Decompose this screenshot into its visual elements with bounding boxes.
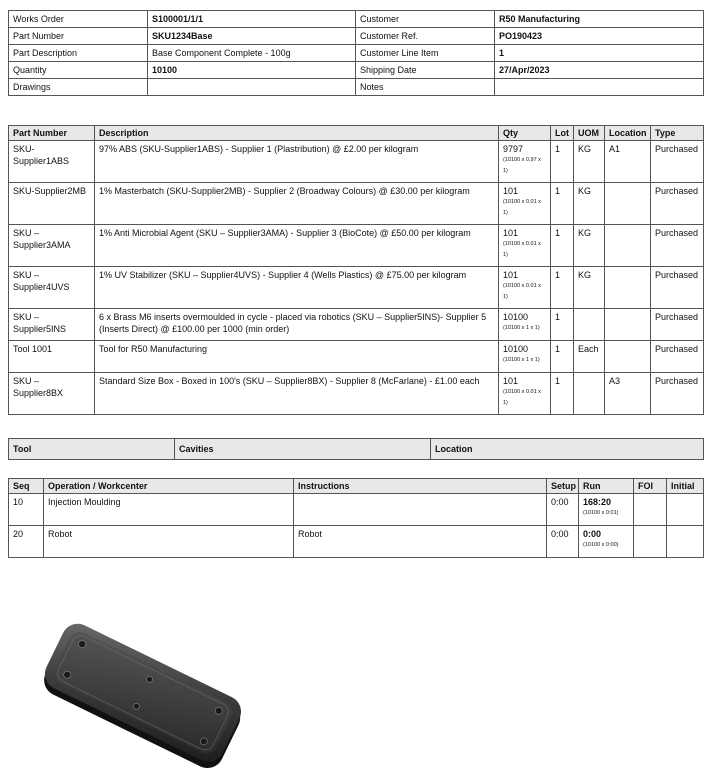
lot-cell: 1 <box>551 183 574 225</box>
location-cell <box>605 309 651 341</box>
initial-cell <box>667 494 704 526</box>
col-run: Run <box>579 479 634 494</box>
description-cell: 1% Anti Microbial Agent (SKU – Supplier3AMA) - Supplier 3 (BioCote) @ £50.00 per kilogram <box>95 225 499 267</box>
table-row <box>9 225 704 267</box>
lot-cell: 1 <box>551 141 574 183</box>
col-lot: Lot <box>551 126 574 141</box>
qty-cell <box>499 267 551 309</box>
qty-calc: (10100 x 0.01 x 1) <box>503 389 541 406</box>
part-number-cell: SKU – Supplier8BX <box>9 373 95 415</box>
location-cell <box>605 225 651 267</box>
qty-cell <box>499 141 551 183</box>
parts-table <box>8 125 704 415</box>
type-cell: Purchased <box>651 341 704 373</box>
col-setup: Setup <box>547 479 579 494</box>
customer-label: Customer <box>356 11 495 28</box>
col-location: Location <box>605 126 651 141</box>
table-row <box>9 309 704 341</box>
instructions-cell: Robot <box>294 526 547 558</box>
type-cell: Purchased <box>651 373 704 415</box>
qty-value: 10100 <box>503 344 529 354</box>
customer-line-item-label: Customer Line Item <box>356 45 495 62</box>
qty-value: 9797 <box>503 144 524 154</box>
qty-cell <box>499 225 551 267</box>
header-table <box>8 10 704 96</box>
notes-value <box>495 79 704 96</box>
seq-cell: 20 <box>9 526 44 558</box>
col-tool-location: Location <box>431 439 704 460</box>
foi-cell <box>634 494 667 526</box>
uom-cell <box>574 373 605 415</box>
table-row <box>9 267 704 309</box>
quantity-value: 10100 <box>148 62 356 79</box>
part-description-value: Base Component Complete - 100g <box>148 45 356 62</box>
lot-cell: 1 <box>551 267 574 309</box>
description-cell: Standard Size Box - Boxed in 100's (SKU – Supplier8BX) - Supplier 8 (McFarlane) - £1.00 each <box>95 373 499 415</box>
customer-ref-label: Customer Ref. <box>356 28 495 45</box>
col-tool: Tool <box>9 439 175 460</box>
col-operation: Operation / Workcenter <box>44 479 294 494</box>
col-part-number: Part Number <box>9 126 95 141</box>
uom-cell: KG <box>574 267 605 309</box>
description-cell: 1% UV Stabilizer (SKU – Supplier4UVS) - Supplier 4 (Wells Plastics) @ £75.00 per kilogram <box>95 267 499 309</box>
col-uom: UOM <box>574 126 605 141</box>
location-cell <box>605 183 651 225</box>
part-number-cell: SKU-Supplier1ABS <box>9 141 95 183</box>
run-cell <box>579 494 634 526</box>
tool-table <box>8 438 704 460</box>
type-cell: Purchased <box>651 225 704 267</box>
uom-cell: KG <box>574 141 605 183</box>
seq-cell: 10 <box>9 494 44 526</box>
table-row <box>9 341 704 373</box>
type-cell: Purchased <box>651 267 704 309</box>
operations-header-row <box>9 479 704 494</box>
drawings-value <box>148 79 356 96</box>
qty-cell <box>499 183 551 225</box>
qty-cell <box>499 309 551 341</box>
uom-cell: KG <box>574 183 605 225</box>
type-cell: Purchased <box>651 309 704 341</box>
tool-header-row <box>9 439 704 460</box>
uom-cell: Each <box>574 341 605 373</box>
uom-cell: KG <box>574 225 605 267</box>
location-cell: A3 <box>605 373 651 415</box>
location-cell <box>605 267 651 309</box>
lot-cell: 1 <box>551 309 574 341</box>
product-image <box>38 620 253 780</box>
type-cell: Purchased <box>651 183 704 225</box>
foi-cell <box>634 526 667 558</box>
qty-calc: (10100 x 0.01 x 1) <box>503 241 541 258</box>
part-description-label: Part Description <box>9 45 148 62</box>
uom-cell <box>574 309 605 341</box>
col-description: Description <box>95 126 499 141</box>
parts-header-row <box>9 126 704 141</box>
qty-cell <box>499 341 551 373</box>
qty-value: 10100 <box>503 312 529 322</box>
qty-calc: (10100 x 0.01 x 1) <box>503 283 541 300</box>
type-cell: Purchased <box>651 141 704 183</box>
part-number-label: Part Number <box>9 28 148 45</box>
qty-calc: (10100 x 1 x 1) <box>503 325 540 332</box>
lot-cell: 1 <box>551 341 574 373</box>
description-cell: Tool for R50 Manufacturing <box>95 341 499 373</box>
quantity-label: Quantity <box>9 62 148 79</box>
instructions-cell <box>294 494 547 526</box>
run-cell <box>579 526 634 558</box>
lot-cell: 1 <box>551 225 574 267</box>
customer-ref-value: PO190423 <box>495 28 704 45</box>
location-cell: A1 <box>605 141 651 183</box>
operation-cell: Robot <box>44 526 294 558</box>
run-calc: (10100 x 0:00) <box>583 542 619 549</box>
part-number-cell: SKU – Supplier4UVS <box>9 267 95 309</box>
table-row <box>9 373 704 415</box>
works-order-value: S100001/1/1 <box>148 11 356 28</box>
customer-value: R50 Manufacturing <box>495 11 704 28</box>
col-instructions: Instructions <box>294 479 547 494</box>
col-seq: Seq <box>9 479 44 494</box>
table-row <box>9 141 704 183</box>
run-calc: (10100 x 0:01) <box>583 510 619 517</box>
operation-cell: Injection Moulding <box>44 494 294 526</box>
table-row <box>9 183 704 225</box>
qty-value: 101 <box>503 186 519 196</box>
col-initial: Initial <box>667 479 704 494</box>
description-cell: 1% Masterbatch (SKU-Supplier2MB) - Supplier 2 (Broadway Colours) @ £30.00 per kilogram <box>95 183 499 225</box>
run-value: 168:20 <box>583 497 612 507</box>
qty-value: 101 <box>503 228 519 238</box>
col-foi: FOI <box>634 479 667 494</box>
qty-value: 101 <box>503 376 519 386</box>
table-row <box>9 494 704 526</box>
qty-calc: (10100 x 0.01 x 1) <box>503 199 541 216</box>
part-number-cell: Tool 1001 <box>9 341 95 373</box>
setup-cell: 0:00 <box>547 526 579 558</box>
description-cell: 97% ABS (SKU-Supplier1ABS) - Supplier 1 (Plastribution) @ £2.00 per kilogram <box>95 141 499 183</box>
qty-calc: (10100 x 0.97 x 1) <box>503 157 541 174</box>
location-cell <box>605 341 651 373</box>
part-number-cell: SKU – Supplier3AMA <box>9 225 95 267</box>
shipping-date-value: 27/Apr/2023 <box>495 62 704 79</box>
col-cavities: Cavities <box>175 439 431 460</box>
qty-value: 101 <box>503 270 519 280</box>
description-cell: 6 x Brass M6 inserts overmoulded in cycle - placed via robotics (SKU – Supplier5INS)- Supplier 5 (Inserts Direct) @ £100.00 per 1000 (min order) <box>95 309 499 341</box>
initial-cell <box>667 526 704 558</box>
operations-table <box>8 478 704 558</box>
lot-cell: 1 <box>551 373 574 415</box>
part-number-cell: SKU – Supplier5INS <box>9 309 95 341</box>
col-qty: Qty <box>499 126 551 141</box>
table-row <box>9 526 704 558</box>
drawings-label: Drawings <box>9 79 148 96</box>
notes-label: Notes <box>356 79 495 96</box>
qty-calc: (10100 x 1 x 1) <box>503 357 540 364</box>
works-order-label: Works Order <box>9 11 148 28</box>
shipping-date-label: Shipping Date <box>356 62 495 79</box>
part-number-value: SKU1234Base <box>148 28 356 45</box>
setup-cell: 0:00 <box>547 494 579 526</box>
customer-line-item-value: 1 <box>495 45 704 62</box>
part-number-cell: SKU-Supplier2MB <box>9 183 95 225</box>
qty-cell <box>499 373 551 415</box>
col-type: Type <box>651 126 704 141</box>
run-value: 0:00 <box>583 529 602 539</box>
